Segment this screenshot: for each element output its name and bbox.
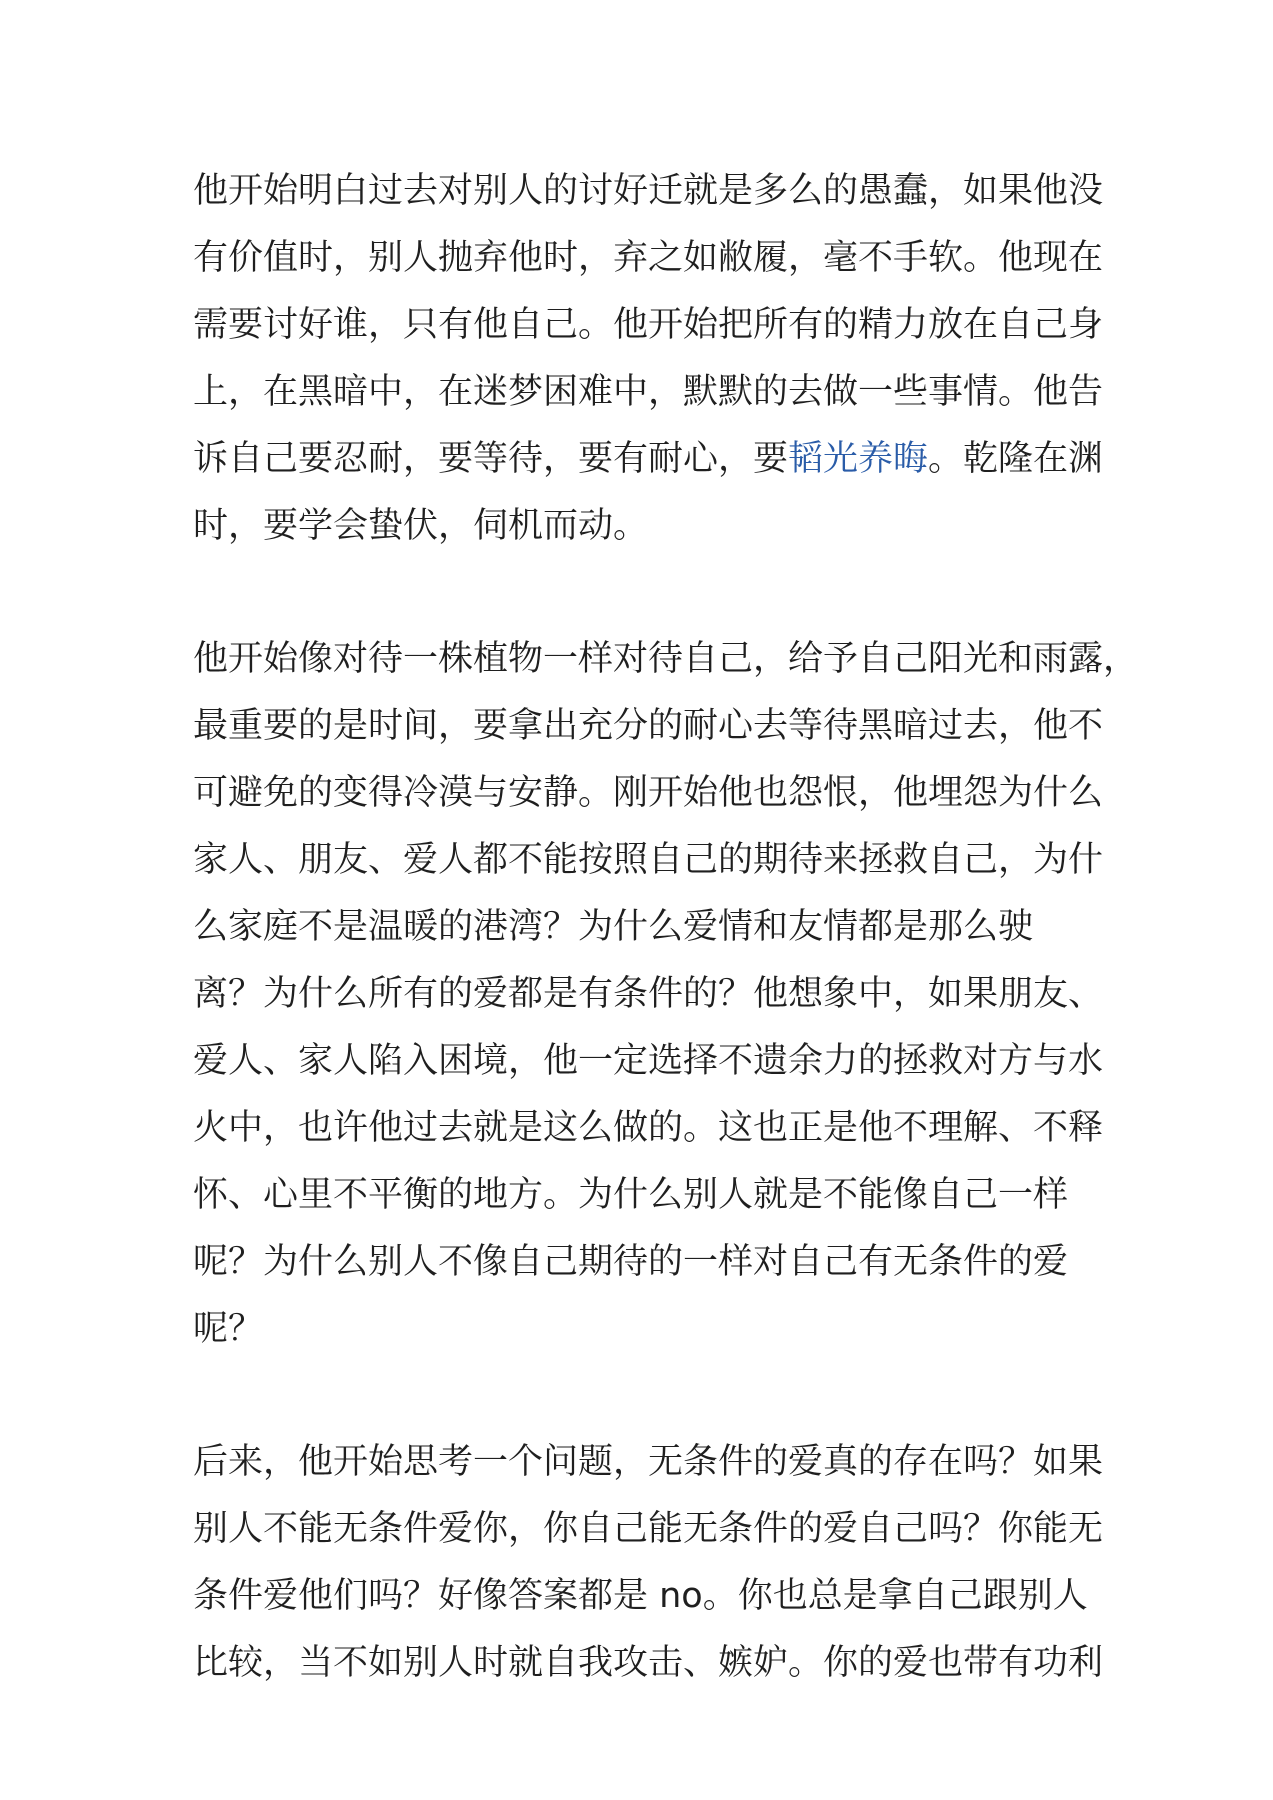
- text-segment: 。乾隆在渊: [928, 439, 1104, 479]
- text-line: 最重要的是时间，要拿出充分的耐心去等待黑暗过去，他不: [193, 706, 1104, 746]
- paragraph-2: [193, 626, 1139, 1363]
- text-line: 需要讨好谁，只有他自己。他开始把所有的精力放在自己身: [193, 305, 1104, 345]
- text-line: 有价值时，别人抛弃他时，弃之如敝履，毫不手软。他现在: [193, 238, 1104, 278]
- text-line: 比较，当不如别人时就自我攻击、嫉妒。你的爱也带有功利: [193, 1643, 1104, 1683]
- paragraph-1: [193, 158, 1104, 560]
- text-line: 呢？: [193, 1309, 264, 1349]
- text-segment: 诉自己要忍耐，要等待，要有耐心，要: [193, 439, 789, 479]
- text-line: 怀、心里不平衡的地方。为什么别人就是不能像自己一样: [193, 1175, 1069, 1215]
- paragraph-3: [193, 1429, 1104, 1697]
- paragraph-spacer: [193, 560, 1093, 626]
- text-line: 上，在黑暗中，在迷梦困难中，默默的去做一些事情。他告: [193, 372, 1104, 412]
- text-line: 条件爱他们吗？好像答案都是 no。你也总是拿自己跟别人: [193, 1576, 1088, 1616]
- text-line: 么家庭不是温暖的港湾？为什么爱情和友情都是那么驶: [193, 907, 1034, 947]
- text-line: 可避免的变得冷漠与安静。刚开始他也怨恨，他埋怨为什么: [193, 773, 1104, 813]
- article-body: [193, 158, 1139, 1697]
- text-line: 时，要学会蛰伏，伺机而动。: [193, 506, 649, 546]
- text-line-with-link: [193, 426, 1104, 493]
- text-line: 别人不能无条件爱你，你自己能无条件的爱自己吗？你能无: [193, 1509, 1104, 1549]
- text-line: 后来，他开始思考一个问题，无条件的爱真的存在吗？如果: [193, 1442, 1104, 1482]
- keyword-link[interactable]: 韬光养晦: [788, 439, 929, 479]
- text-line: 离？为什么所有的爱都是有条件的？他想象中，如果朋友、: [193, 974, 1104, 1014]
- text-line: 呢？为什么别人不像自己期待的一样对自己有无条件的爱: [193, 1242, 1069, 1282]
- text-line: 他开始像对待一株植物一样对待自己，给予自己阳光和雨露，: [193, 639, 1139, 679]
- text-line: 他开始明白过去对别人的讨好迁就是多么的愚蠢，如果他没: [193, 171, 1104, 211]
- paragraph-spacer: [193, 1363, 1093, 1429]
- text-line: 火中，也许他过去就是这么做的。这也正是他不理解、不释: [193, 1108, 1104, 1148]
- text-line: 家人、朋友、爱人都不能按照自己的期待来拯救自己，为什: [193, 840, 1104, 880]
- text-line: 爱人、家人陷入困境，他一定选择不遗余力的拯救对方与水: [193, 1041, 1104, 1081]
